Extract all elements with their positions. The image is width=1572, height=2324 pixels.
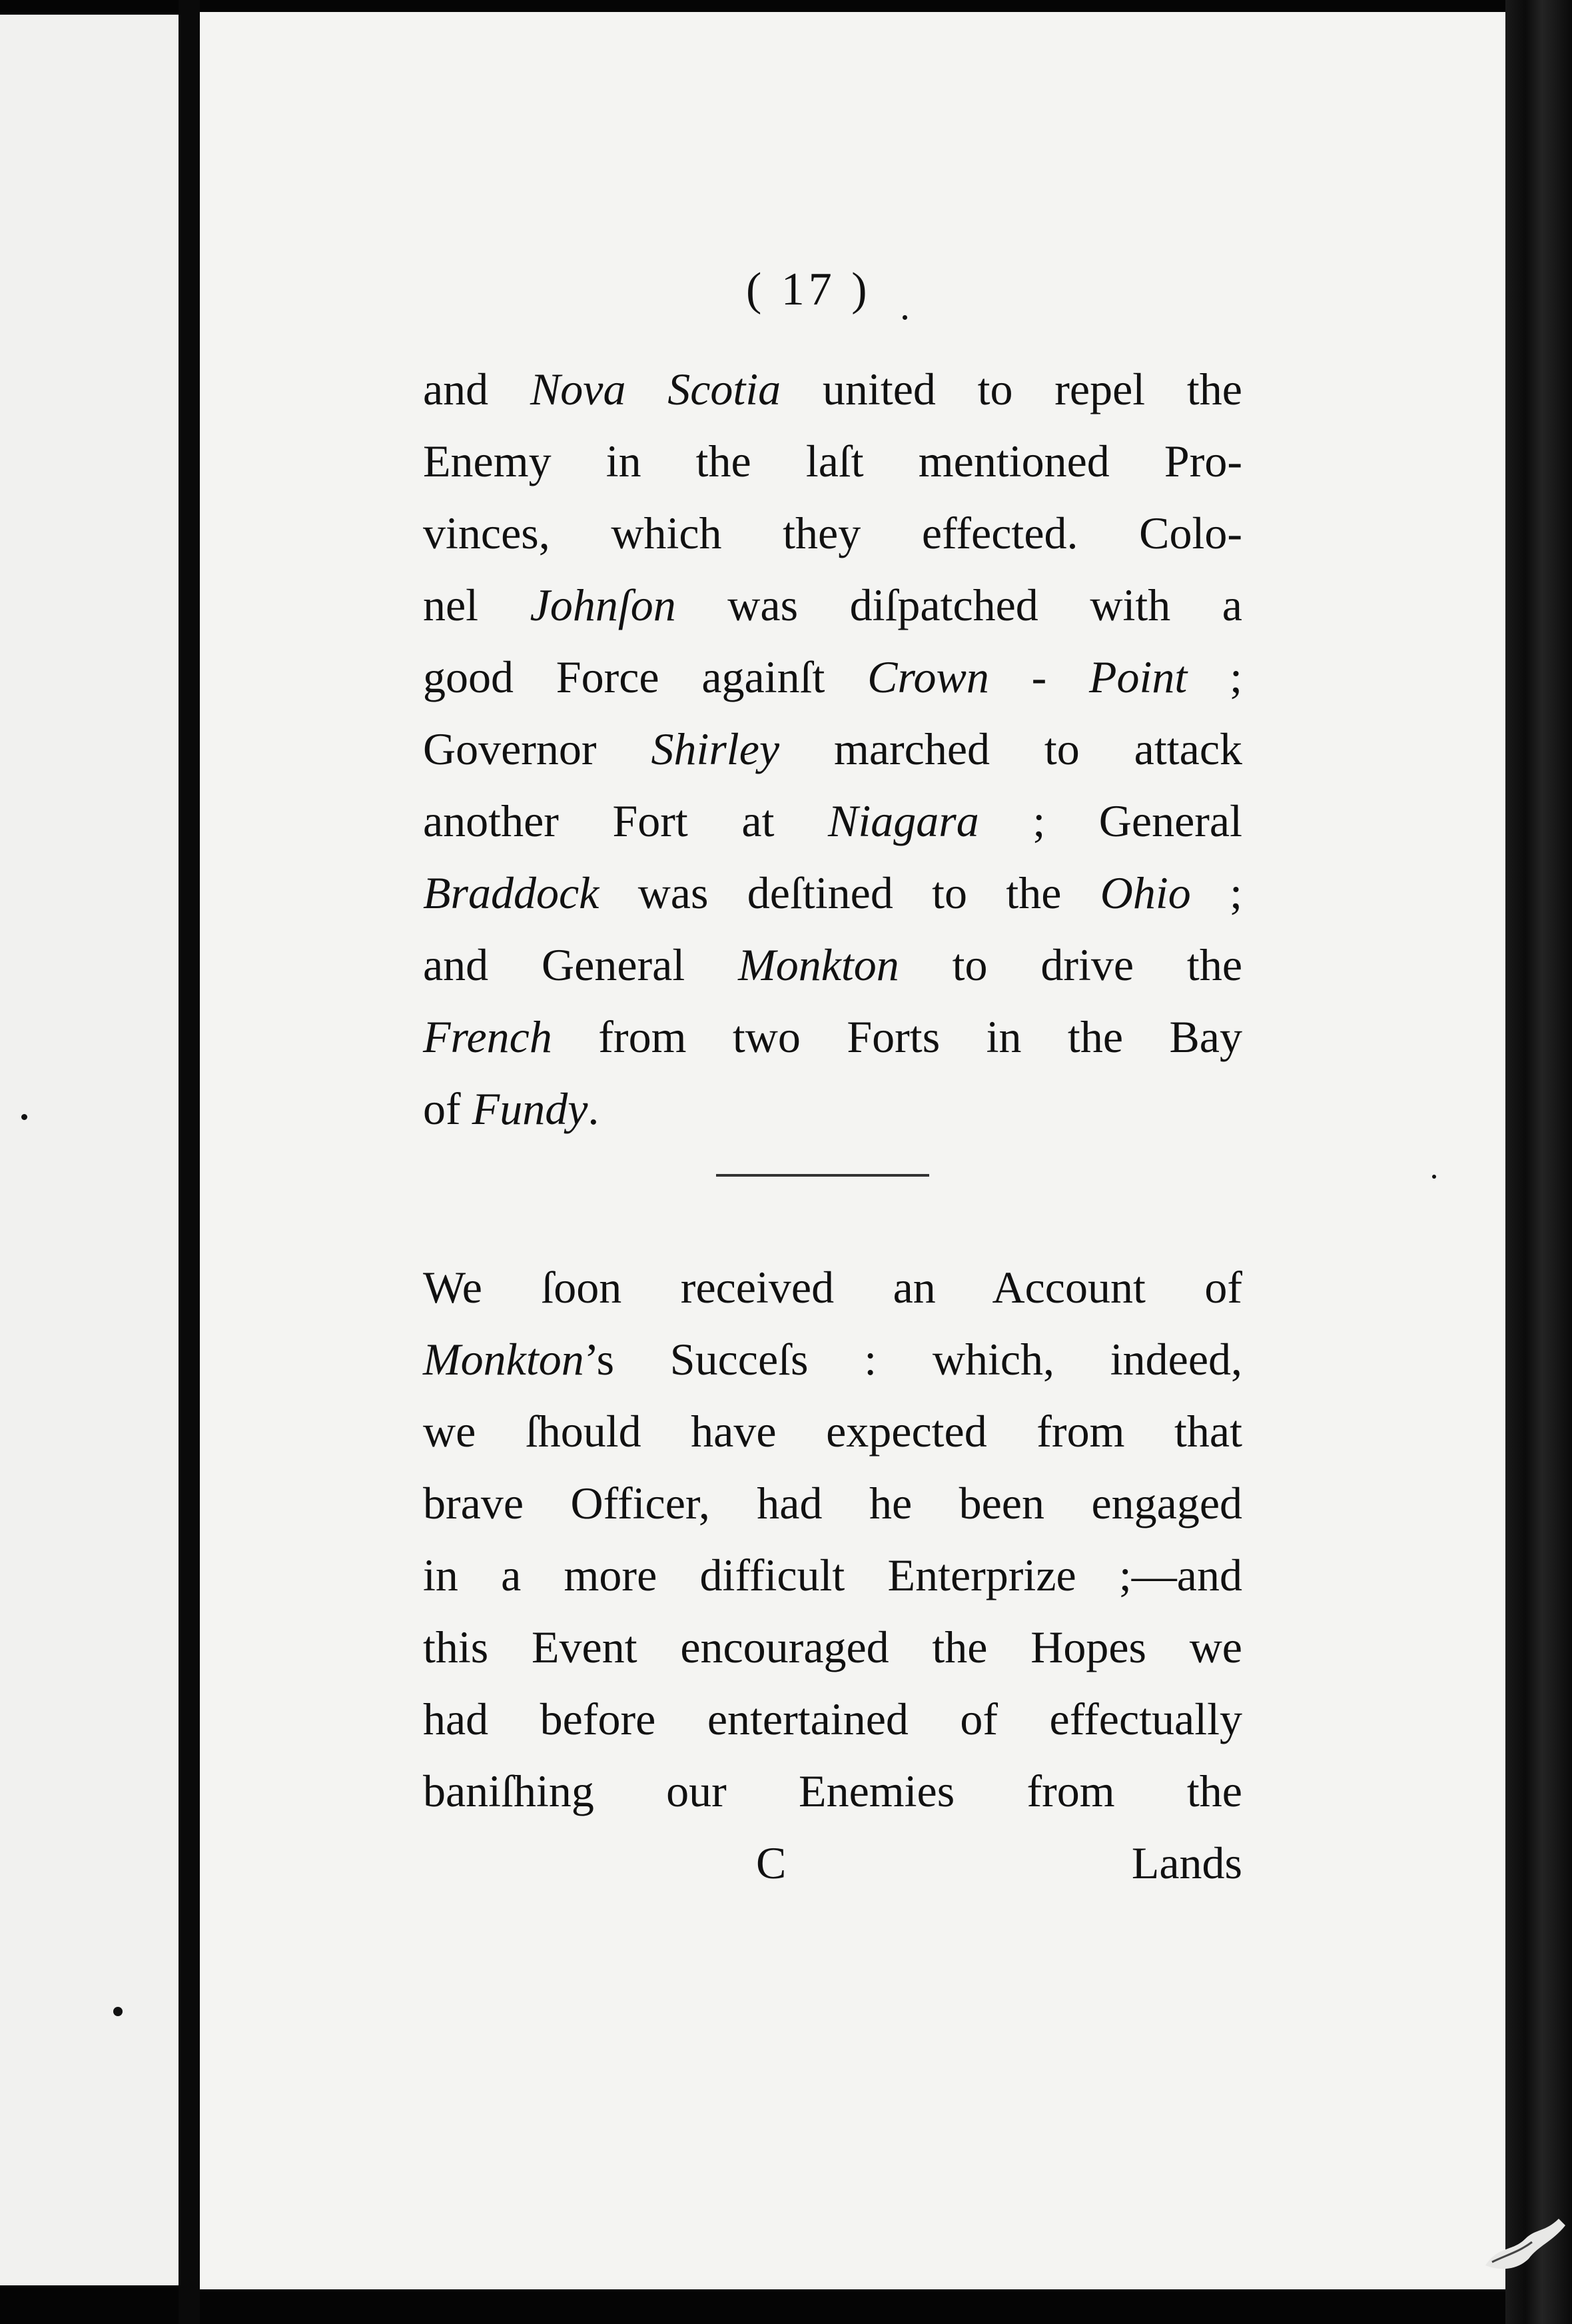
italic-text: Fundy xyxy=(472,1083,588,1134)
ink-speck xyxy=(1432,1175,1436,1179)
page-edge-shadow xyxy=(1505,0,1572,2324)
text-run: baniſhing our Enemies from the xyxy=(423,1766,1242,1816)
torn-corner-mark xyxy=(1472,2205,1572,2285)
footer-line xyxy=(423,1827,1242,1899)
page-number: ( 17 ) xyxy=(746,264,871,315)
text-run: nel xyxy=(423,580,530,630)
text-line xyxy=(423,641,1242,713)
text-line xyxy=(423,1755,1242,1827)
text-run: ; xyxy=(1187,652,1242,702)
italic-text: Nova Scotia xyxy=(530,364,781,414)
italic-text: Ohio xyxy=(1100,868,1191,918)
text-run: to drive the xyxy=(899,939,1242,990)
signature-mark: C xyxy=(756,1838,787,1888)
text-line xyxy=(423,497,1242,569)
text-run: vinces, which they effected. Colo- xyxy=(423,508,1242,558)
ink-speck xyxy=(21,1114,27,1120)
text-line xyxy=(423,425,1242,497)
italic-text: Crown - Point xyxy=(867,652,1188,702)
book-gutter xyxy=(179,0,200,2324)
text-run: and xyxy=(423,364,530,414)
ink-speck xyxy=(113,2007,123,2016)
italic-text: Johnſon xyxy=(530,580,676,630)
text-line xyxy=(423,1539,1242,1611)
paragraph xyxy=(423,353,1242,1145)
italic-text: Shirley xyxy=(651,724,780,774)
text-run: marched to attack xyxy=(779,724,1242,774)
text-run: we ſhould have expected from that xyxy=(423,1406,1242,1456)
italic-text: Braddock xyxy=(423,868,599,918)
text-line xyxy=(423,785,1242,857)
text-line xyxy=(423,1001,1242,1073)
text-line xyxy=(423,1323,1242,1395)
text-run: ’s Succeſs : which, indeed, xyxy=(584,1334,1242,1385)
text-line xyxy=(423,929,1242,1001)
text-run: Governor xyxy=(423,724,651,774)
paragraph xyxy=(423,1251,1242,1827)
text-run: in a more difficult Enterprize ;—and xyxy=(423,1550,1242,1600)
body-text xyxy=(423,353,1242,1899)
text-run: united to repel the xyxy=(781,364,1242,414)
italic-text: Monkton xyxy=(423,1334,584,1385)
text-line xyxy=(423,1251,1242,1323)
text-run: this Event encouraged the Hopes we xyxy=(423,1622,1242,1672)
text-run: We ſoon received an Account of xyxy=(423,1262,1242,1313)
text-line xyxy=(423,713,1242,785)
text-run: had before entertained of effectually xyxy=(423,1694,1242,1744)
italic-text: Niagara xyxy=(828,796,979,846)
text-run: Enemy in the laſt mentioned Pro- xyxy=(423,436,1242,486)
text-line xyxy=(423,353,1242,425)
text-run: another Fort at xyxy=(423,796,829,846)
text-run: ; General xyxy=(979,796,1242,846)
text-line xyxy=(423,857,1242,929)
text-run: from two Forts in the Bay xyxy=(552,1011,1242,1062)
text-line xyxy=(423,1611,1242,1683)
text-run: good Force againſt xyxy=(423,652,868,702)
italic-text: French xyxy=(423,1011,552,1062)
text-run: ; xyxy=(1190,868,1242,918)
text-run: brave Officer, had he been engaged xyxy=(423,1478,1242,1528)
text-line xyxy=(423,1395,1242,1467)
text-line xyxy=(423,1073,1242,1145)
left-facing-page xyxy=(0,15,179,2285)
text-line xyxy=(423,1467,1242,1539)
text-run: was diſpatched with a xyxy=(675,580,1242,630)
text-run: and General xyxy=(423,939,739,990)
text-run: . xyxy=(588,1083,599,1134)
catchword: Lands xyxy=(1131,1838,1242,1888)
italic-text: Monkton xyxy=(738,939,899,990)
text-run: was deſtined to the xyxy=(599,868,1100,918)
divider-rule xyxy=(716,1174,929,1177)
text-line xyxy=(423,569,1242,641)
paragraph-divider xyxy=(423,1145,1242,1218)
ink-speck xyxy=(903,315,907,320)
text-line xyxy=(423,1683,1242,1755)
text-run: of xyxy=(423,1083,472,1134)
